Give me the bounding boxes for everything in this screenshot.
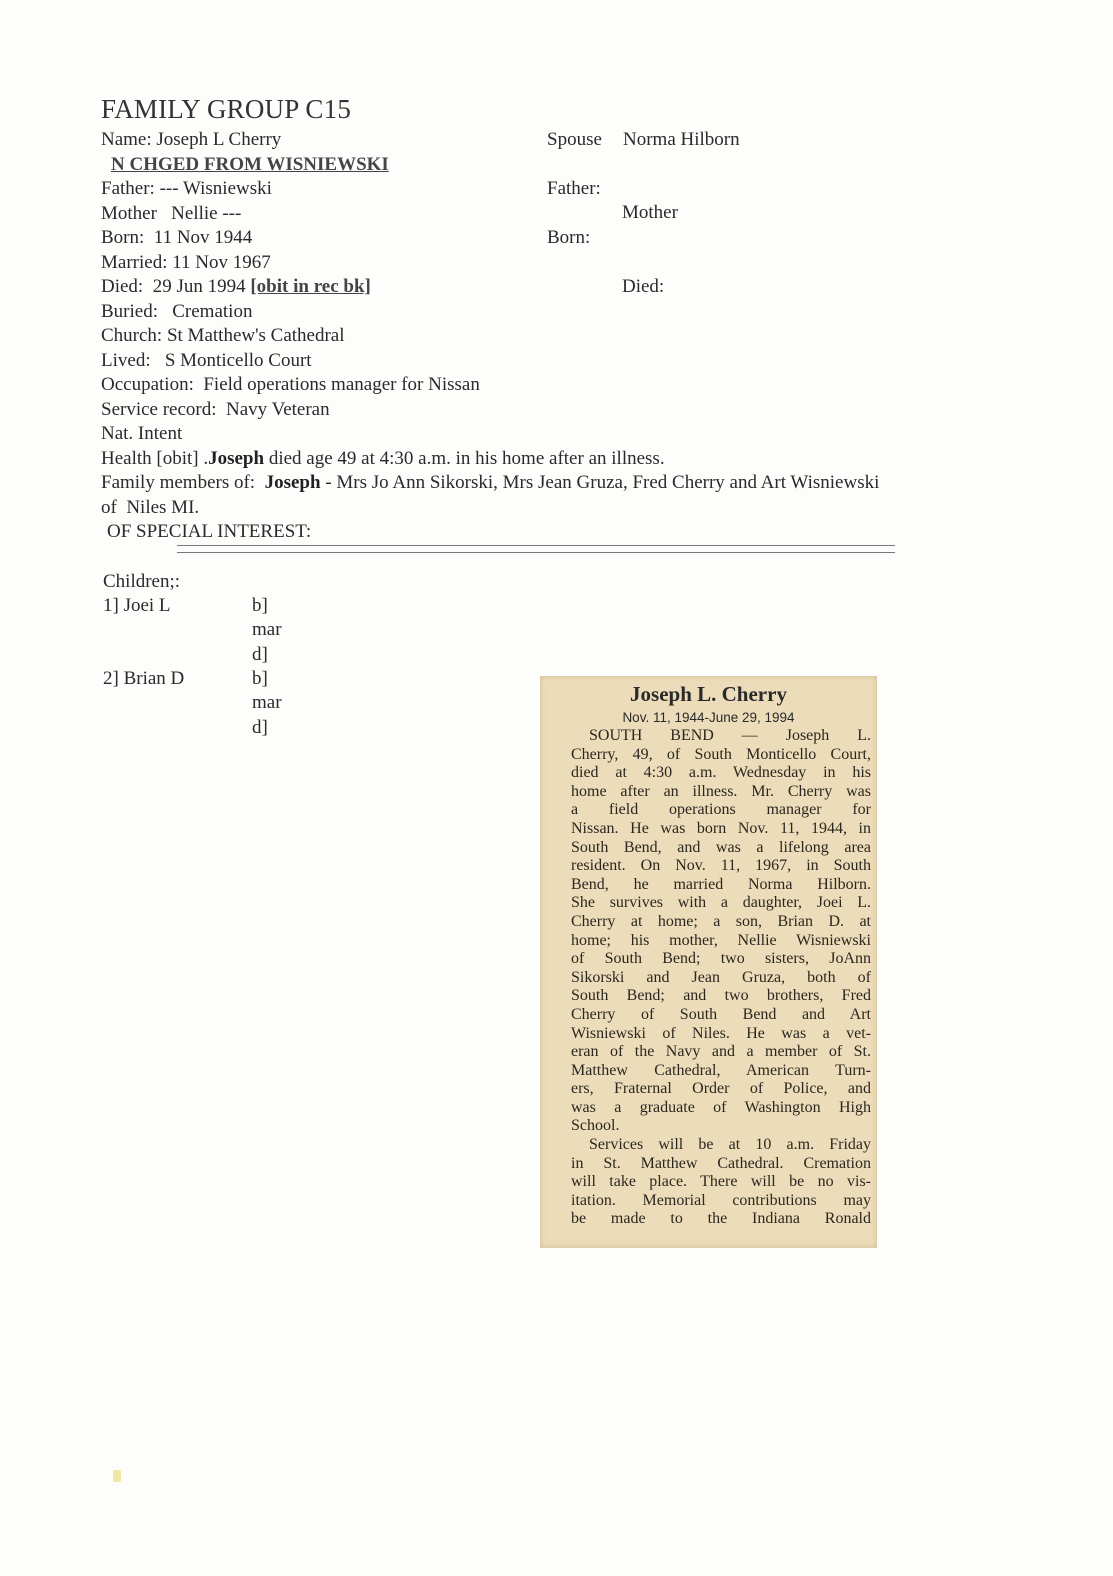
child-name: 2] Brian D (103, 668, 185, 689)
obituary-line: She survives with a daughter, Joei L. (571, 894, 871, 912)
church-field: Church: St Matthew's Cathedral (101, 325, 345, 346)
obituary-line: be made to the Indiana Ronald (571, 1210, 871, 1228)
obituary-line: died at 4:30 a.m. Wednesday in his (571, 764, 871, 782)
name-field: Name: Joseph L Cherry (101, 129, 282, 150)
spouse-died-field: Died: (622, 276, 665, 297)
child-married: mar (252, 692, 282, 713)
obituary-line: Cherry at home; a son, Brian D. at (571, 912, 871, 930)
father-field: Father: --- Wisniewski (101, 178, 272, 199)
lived-field: Lived: S Monticello Court (101, 350, 312, 371)
service-record-field: Service record: Navy Veteran (101, 399, 330, 420)
obituary-dates: Nov. 11, 1944-June 29, 1994 (622, 710, 795, 725)
died-field (101, 276, 371, 298)
obituary-heading: Joseph L. Cherry (630, 682, 787, 706)
obituary-line: of South Bend; two sisters, JoAnn (571, 950, 871, 968)
obituary-line: School. (571, 1117, 620, 1135)
name-change-note: N CHGED FROM WISNIEWSKI (111, 154, 389, 175)
obituary-line: home; his mother, Nellie Wisniewski (571, 931, 871, 949)
spouse-born-field: Born: (547, 227, 591, 248)
child-died: d] (252, 644, 268, 665)
child-died: d] (252, 717, 268, 738)
family-members-line2: of Niles MI. (101, 497, 200, 518)
born-field: Born: 11 Nov 1944 (101, 227, 253, 248)
obituary-line: South Bend, and was a lifelong area (571, 838, 871, 856)
health-text: died age 49 at 4:30 a.m. in his home after an illness. (264, 448, 665, 469)
obituary-line: Wisniewski of Niles. He was a vet- (571, 1024, 871, 1042)
children-label: Children;: (103, 571, 181, 592)
married-field: Married: 11 Nov 1967 (101, 252, 271, 273)
section-divider (177, 545, 895, 553)
spouse-label: Spouse (547, 129, 602, 150)
spouse-mother-field: Mother (622, 202, 678, 223)
family-label: Family members of: (101, 472, 265, 493)
page-title: FAMILY GROUP C15 (101, 94, 352, 124)
child-married: mar (252, 619, 282, 640)
child-born: b] (252, 595, 268, 616)
obituary-line: will take place. There will be no vis- (571, 1173, 871, 1191)
obituary-line: eran of the Navy and a member of St. (571, 1043, 871, 1061)
health-label: Health [obit] . (101, 448, 209, 469)
obituary-line: Nissan. He was born Nov. 11, 1944, in (571, 819, 871, 837)
obituary-line: itation. Memorial contributions may (571, 1191, 871, 1209)
buried-field: Buried: Cremation (101, 301, 253, 322)
family-members-field (101, 472, 879, 494)
obituary-line: Cherry, 49, of South Monticello Court, (571, 745, 871, 763)
obituary-line: Sikorski and Jean Gruza, both of (571, 968, 871, 986)
family-list: - Mrs Jo Ann Sikorski, Mrs Jean Gruza, Fred Cherry and Art Wisniewski (320, 472, 880, 493)
special-interest-heading: OF SPECIAL INTEREST: (107, 521, 312, 542)
obituary-line: South Bend; and two brothers, Fred (571, 987, 871, 1005)
obituary-line: in St. Matthew Cathedral. Cremation (571, 1154, 871, 1172)
child-born: b] (252, 668, 268, 689)
health-name: Joseph (208, 448, 265, 469)
spouse-father-field: Father: (547, 178, 601, 199)
nat-intent-field: Nat. Intent (101, 423, 183, 444)
obituary-text (571, 727, 871, 1229)
obituary-line: home after an illness. Mr. Cherry was (571, 782, 871, 800)
obit-reference: [obit in rec bk] (250, 276, 371, 297)
obituary-line: Cherry of South Bend and Art (571, 1005, 871, 1023)
health-field (101, 448, 665, 470)
spouse-name: Norma Hilborn (623, 129, 740, 150)
died-date: Died: 29 Jun 1994 (101, 276, 251, 297)
obituary-line: a field operations manager for (571, 801, 871, 819)
obituary-line: Bend, he married Norma Hilborn. (571, 875, 871, 893)
obituary-clipping (540, 676, 877, 1248)
obituary-line: was a graduate of Washington High (571, 1098, 871, 1116)
obituary-line: Matthew Cathedral, American Turn- (571, 1061, 871, 1079)
child-name: 1] Joei L (103, 595, 171, 616)
occupation-field: Occupation: Field operations manager for Nissan (101, 374, 480, 395)
mother-field: Mother Nellie --- (101, 203, 242, 224)
obituary-line: ers, Fraternal Order of Police, and (571, 1080, 871, 1098)
obituary-line: SOUTH BEND — Joseph L. (589, 727, 871, 744)
family-name: Joseph (264, 472, 321, 493)
paper-mark (113, 1470, 121, 1482)
obituary-line: Services will be at 10 a.m. Friday (589, 1136, 871, 1154)
obituary-line: resident. On Nov. 11, 1967, in South (571, 857, 871, 875)
